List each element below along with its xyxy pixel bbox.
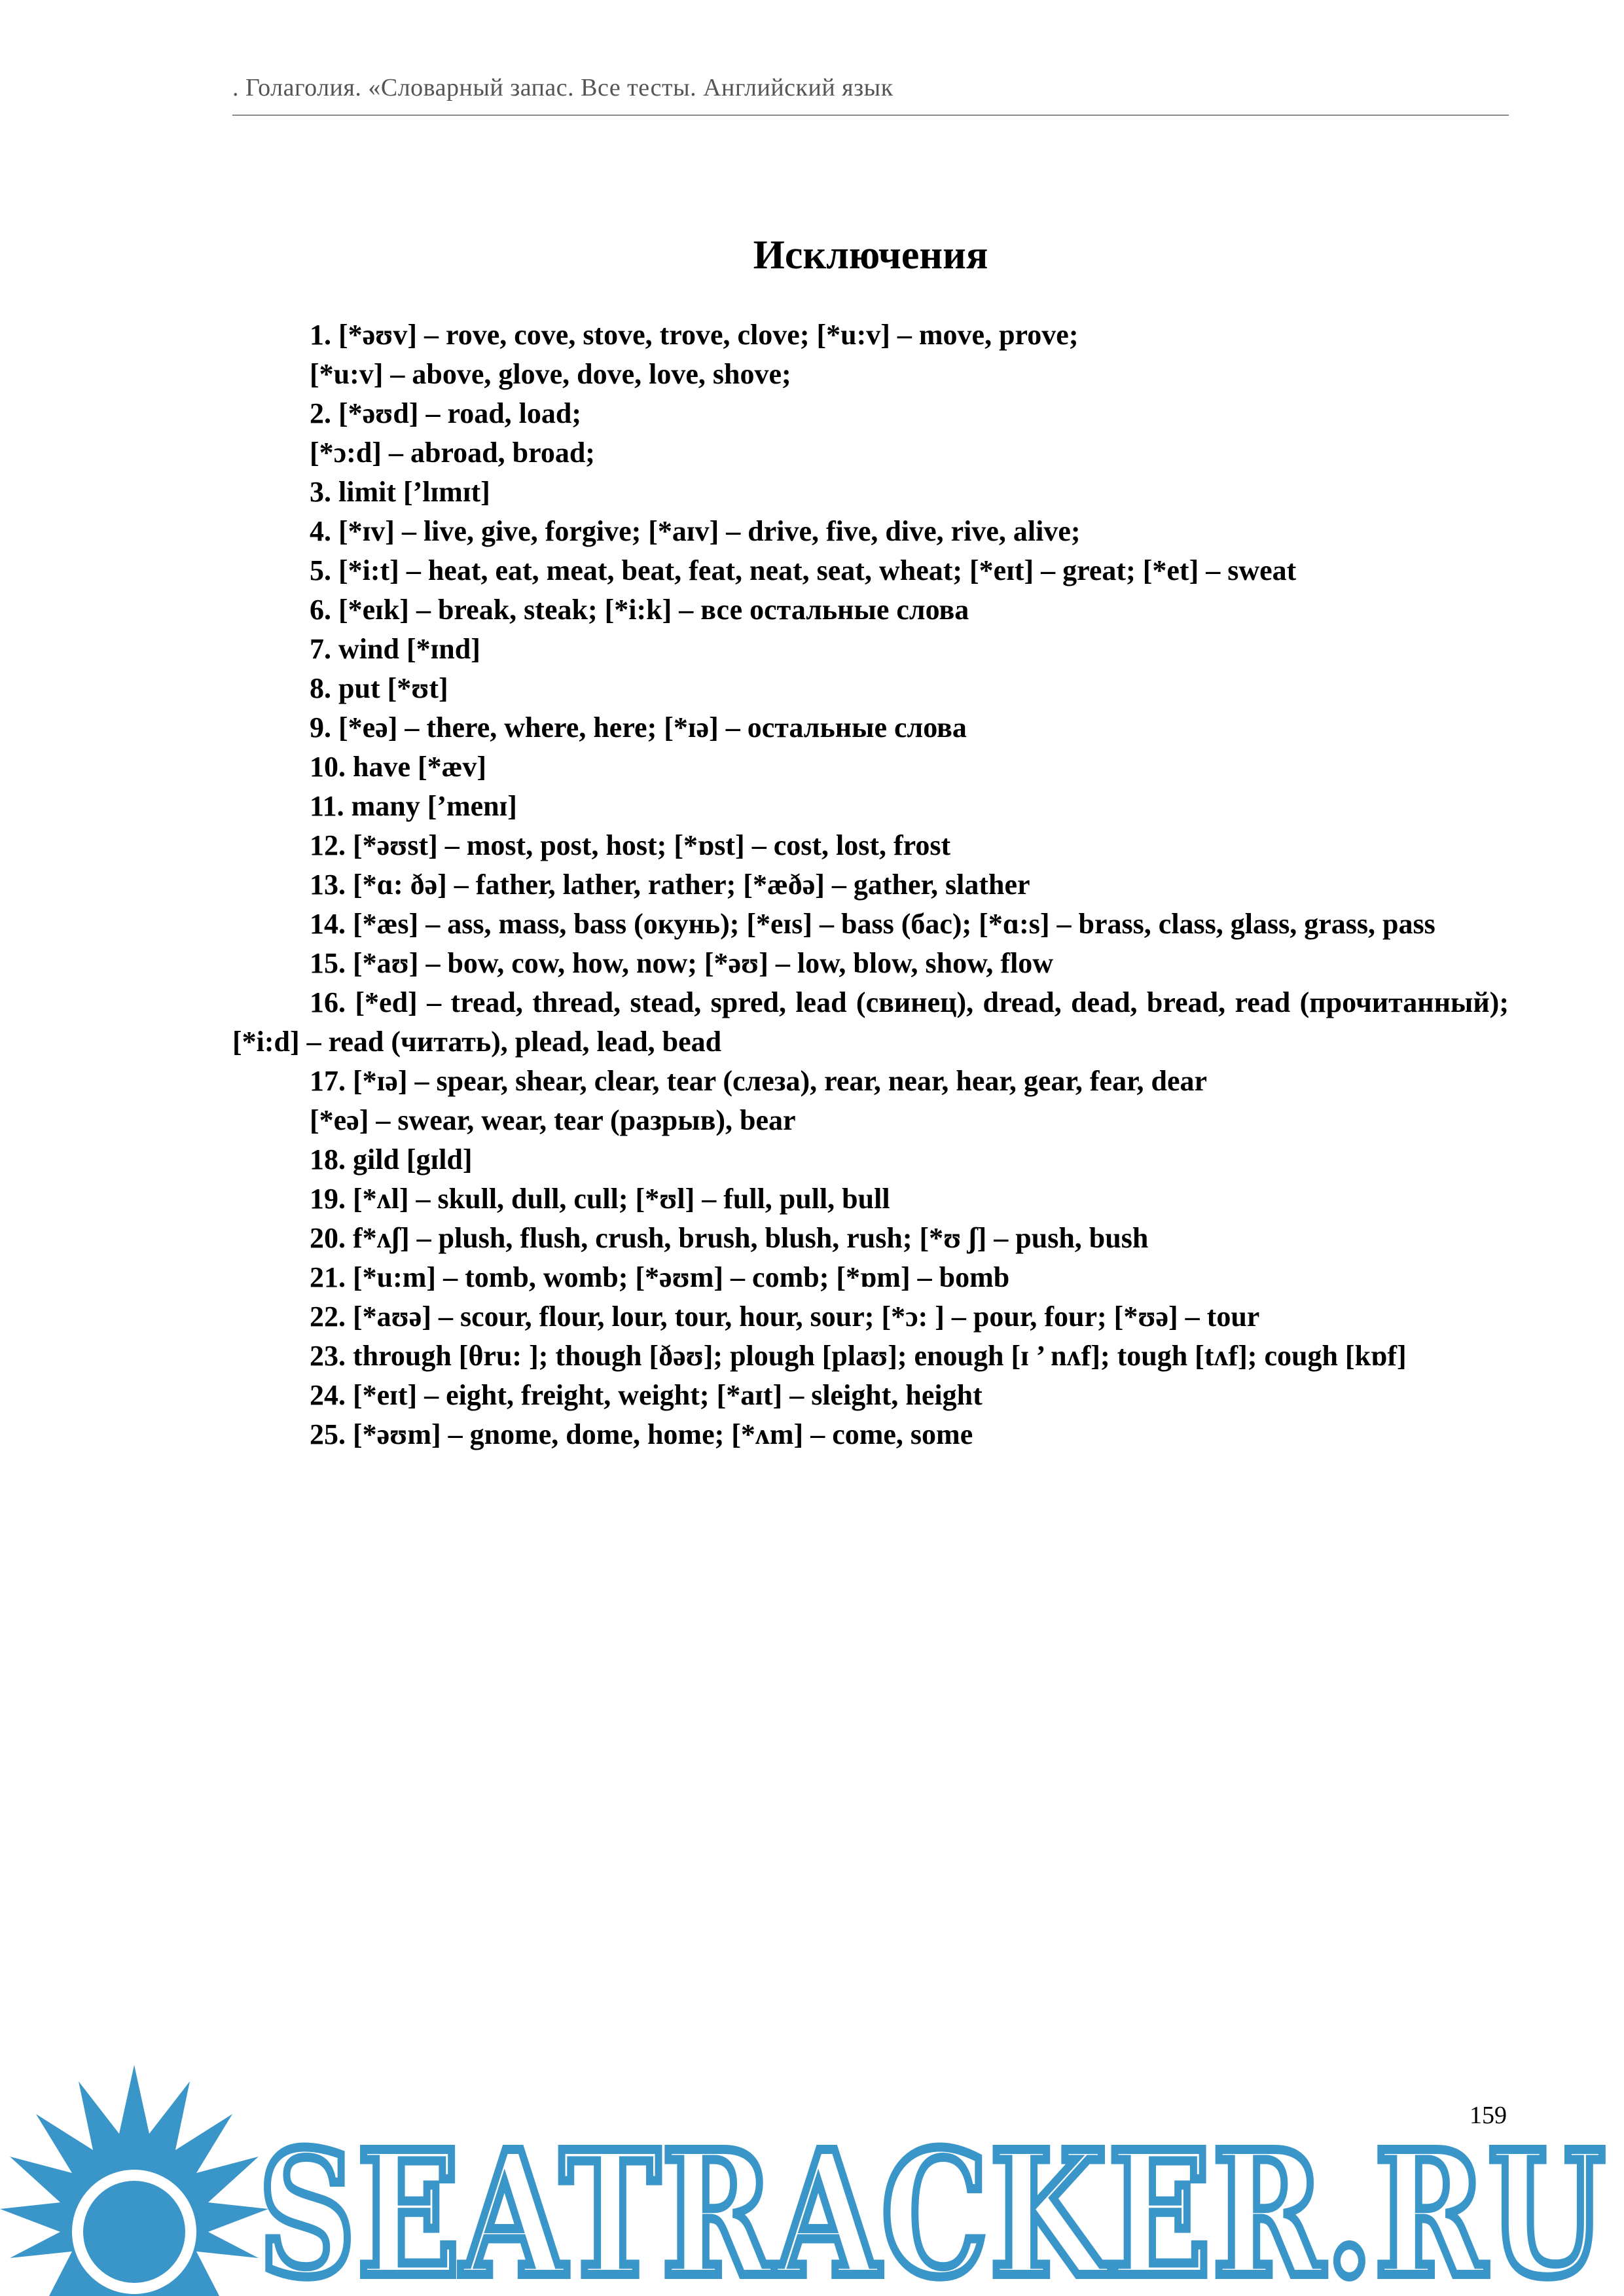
exceptions-list <box>232 315 1509 1454</box>
list-item: 18. gild [gɪld] <box>310 1143 473 1175</box>
list-item: 19. [*ʌl] – skull, dull, cull; [*ʊl] – full, pull, bull <box>310 1183 890 1215</box>
page-title: Исключения <box>753 233 988 278</box>
list-item: 17. [*ɪə] – spear, shear, clear, tear (слеза), rear, near, hear, gear, fear, dear <box>310 1065 1208 1097</box>
list-item: [*u:v] – above, glove, dove, love, shove; <box>310 358 791 390</box>
list-item: 24. [*eɪt] – eight, freight, weight; [*aɪt] – sleight, height <box>310 1379 983 1411</box>
list-item: 15. [*aʊ] – bow, cow, how, now; [*əʊ] – low, blow, show, flow <box>310 947 1054 979</box>
list-item: 21. [*u:m] – tomb, womb; [*əʊm] – comb; [*ɒm] – bomb <box>310 1261 1010 1293</box>
list-item: 10. have [*æv] <box>310 751 487 783</box>
list-item: 7. wind [*ɪnd] <box>310 633 480 665</box>
sun-icon <box>0 2065 268 2296</box>
list-item: 9. [*eə] – there, where, here; [*ɪə] – остальные слова <box>310 711 967 744</box>
list-item: 13. [*ɑ: ðə] – father, lather, rather; [*æðə] – gather, slather <box>310 869 1030 901</box>
list-item: 11. many [’menɪ] <box>310 790 517 822</box>
list-item: 23. through [θru: ]; though [ðəʊ]; plough [plaʊ]; enough [ɪ ’ nʌf]; tough [tʌf]; cough [kɒf] <box>310 1340 1407 1372</box>
watermark-text: SEATRACKER.RU <box>259 2113 1607 2296</box>
list-item: 1. [*əʊv] – rove, cove, stove, trove, clove; [*u:v] – move, prove; <box>310 319 1079 351</box>
list-item: 25. [*əʊm] – gnome, dome, home; [*ʌm] – come, some <box>310 1418 973 1450</box>
list-item: 8. put [*ʊt] <box>310 672 448 704</box>
list-item: 12. [*əʊst] – most, post, host; [*ɒst] – cost, lost, frost <box>310 829 951 861</box>
list-item: 16. [*ed] – tread, thread, stead, spred, lead (свинец), dread, dead, bread, read (прочитанный); [*i:d] – read (читать), plead, lead, bead <box>232 986 1509 1058</box>
page-number: 159 <box>1470 2102 1507 2129</box>
list-item: 14. [*æs] – ass, mass, bass (окунь); [*eɪs] – bass (бас); [*ɑ:s] – brass, class, glass, grass, pass <box>310 908 1435 940</box>
list-item: 22. [*aʊə] – scour, flour, lour, tour, hour, sour; [*ɔ: ] – pour, four; [*ʊə] – tour <box>310 1300 1260 1333</box>
list-item: 2. [*əʊd] – road, load; <box>310 397 582 429</box>
list-item: [*eə] – swear, wear, tear (разрыв), bear <box>310 1104 796 1136</box>
list-item: 5. [*i:t] – heat, eat, meat, beat, feat, neat, seat, wheat; [*eɪt] – great; [*et] – sweat <box>310 554 1297 586</box>
list-item: 20. f*ʌʃ] – plush, flush, crush, brush, blush, rush; [*ʊ ʃ] – push, bush <box>310 1222 1149 1254</box>
header-divider <box>232 115 1509 116</box>
watermark <box>0 2042 1624 2296</box>
list-item: [*ɔ:d] – abroad, broad; <box>310 437 595 469</box>
list-item: 4. [*ɪv] – live, give, forgive; [*aɪv] – drive, five, dive, rive, alive; <box>310 515 1081 547</box>
running-header: . Голаголия. «Словарный запас. Все тесты. Английский язык <box>232 74 893 101</box>
list-item: 6. [*eɪk] – break, steak; [*i:k] – все остальные слова <box>310 594 969 626</box>
list-item: 3. limit [’lɪmɪt] <box>310 476 490 508</box>
